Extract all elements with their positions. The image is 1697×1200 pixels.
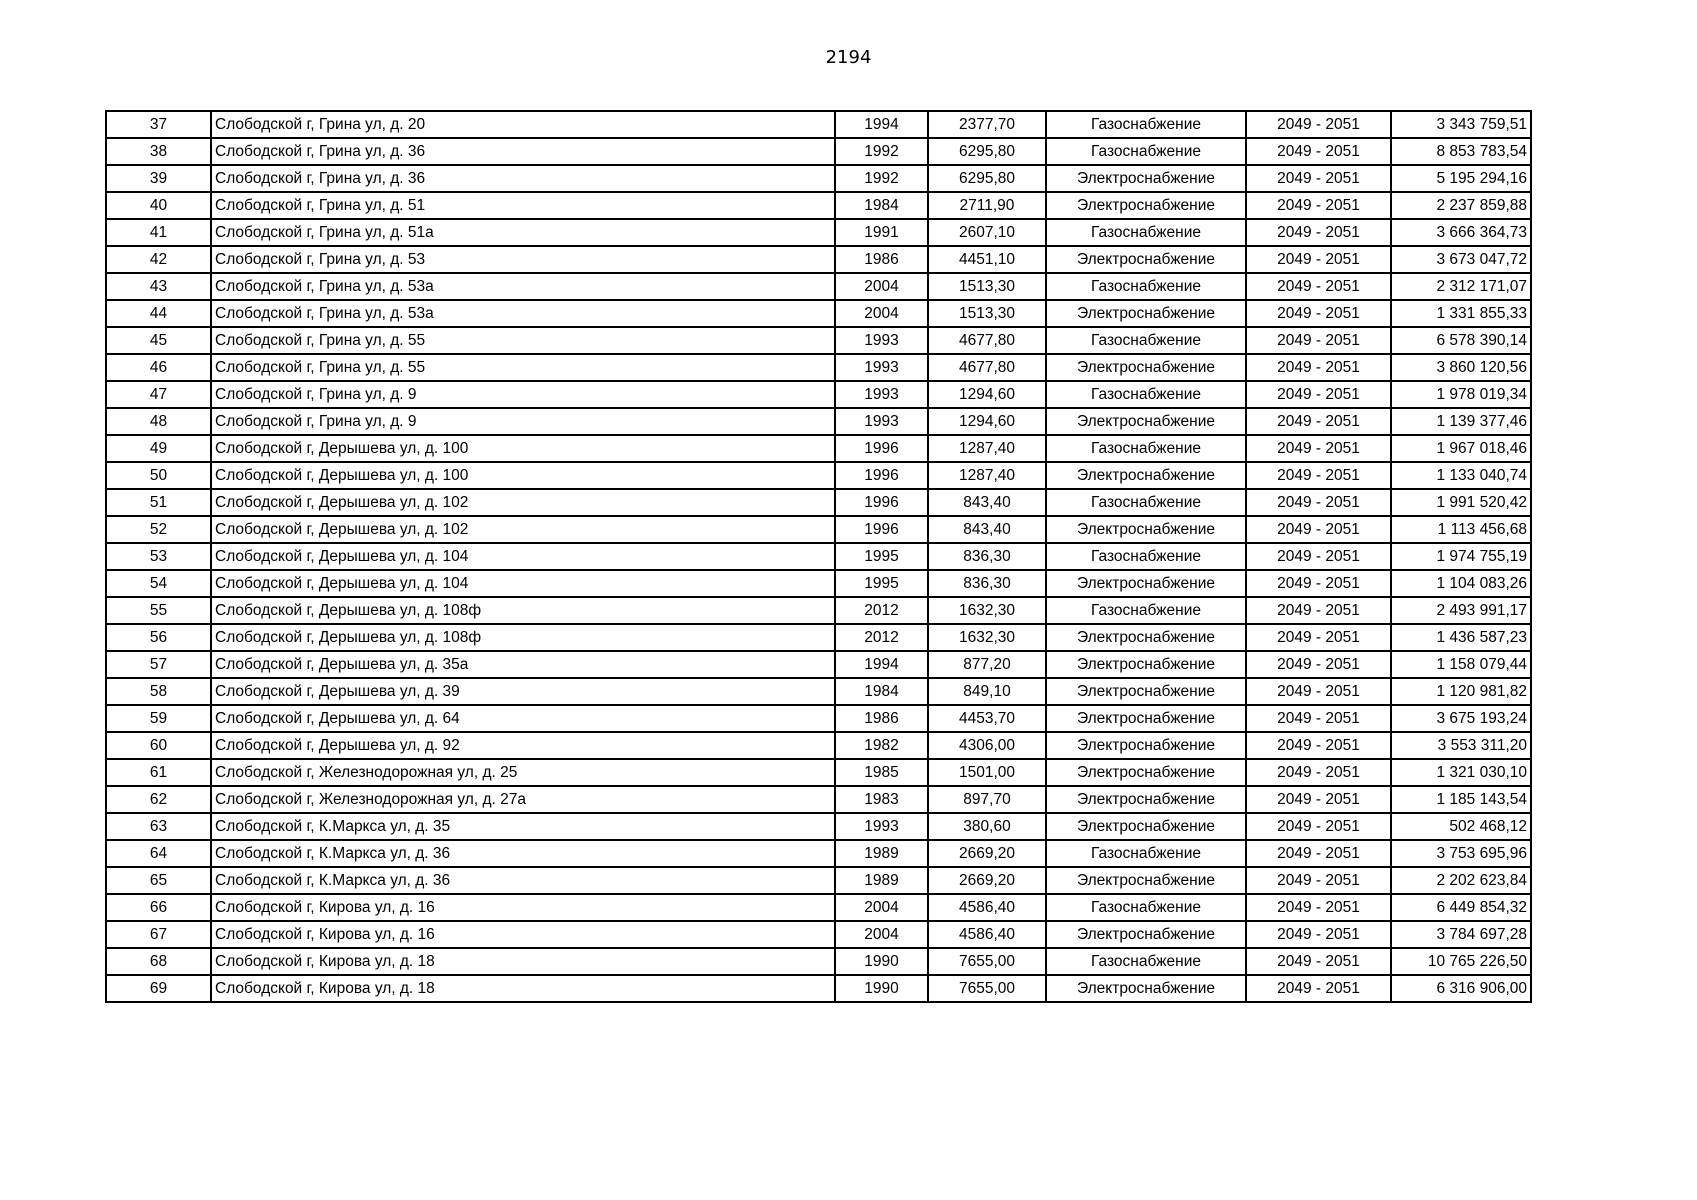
cost-cell: 3 673 047,72 bbox=[1391, 246, 1531, 273]
service-type-cell: Электроснабжение bbox=[1046, 678, 1246, 705]
address-cell: Слободской г, Грина ул, д. 36 bbox=[211, 138, 835, 165]
row-number: 43 bbox=[106, 273, 211, 300]
service-type-cell: Электроснабжение bbox=[1046, 921, 1246, 948]
service-type-cell: Газоснабжение bbox=[1046, 597, 1246, 624]
period-cell: 2049 - 2051 bbox=[1246, 597, 1391, 624]
build-year-cell: 1989 bbox=[835, 867, 928, 894]
table-row bbox=[106, 273, 1531, 300]
period-cell: 2049 - 2051 bbox=[1246, 786, 1391, 813]
period-cell: 2049 - 2051 bbox=[1246, 300, 1391, 327]
area-cell: 4586,40 bbox=[928, 921, 1046, 948]
area-cell: 7655,00 bbox=[928, 975, 1046, 1002]
cost-cell: 1 104 083,26 bbox=[1391, 570, 1531, 597]
build-year-cell: 1996 bbox=[835, 435, 928, 462]
row-number: 51 bbox=[106, 489, 211, 516]
table-row bbox=[106, 543, 1531, 570]
cost-cell: 1 113 456,68 bbox=[1391, 516, 1531, 543]
address-cell: Слободской г, Дерышева ул, д. 100 bbox=[211, 462, 835, 489]
period-cell: 2049 - 2051 bbox=[1246, 624, 1391, 651]
row-number: 62 bbox=[106, 786, 211, 813]
table-row bbox=[106, 327, 1531, 354]
cost-cell: 6 449 854,32 bbox=[1391, 894, 1531, 921]
row-number: 56 bbox=[106, 624, 211, 651]
row-number: 40 bbox=[106, 192, 211, 219]
row-number: 44 bbox=[106, 300, 211, 327]
build-year-cell: 1994 bbox=[835, 111, 928, 138]
address-cell: Слободской г, Дерышева ул, д. 64 bbox=[211, 705, 835, 732]
address-cell: Слободской г, Железнодорожная ул, д. 27а bbox=[211, 786, 835, 813]
period-cell: 2049 - 2051 bbox=[1246, 435, 1391, 462]
table-row bbox=[106, 246, 1531, 273]
area-cell: 4453,70 bbox=[928, 705, 1046, 732]
table-row bbox=[106, 489, 1531, 516]
service-type-cell: Электроснабжение bbox=[1046, 300, 1246, 327]
service-type-cell: Газоснабжение bbox=[1046, 327, 1246, 354]
period-cell: 2049 - 2051 bbox=[1246, 813, 1391, 840]
period-cell: 2049 - 2051 bbox=[1246, 732, 1391, 759]
address-cell: Слободской г, Дерышева ул, д. 104 bbox=[211, 543, 835, 570]
service-type-cell: Газоснабжение bbox=[1046, 219, 1246, 246]
area-cell: 1287,40 bbox=[928, 435, 1046, 462]
service-type-cell: Газоснабжение bbox=[1046, 489, 1246, 516]
build-year-cell: 2004 bbox=[835, 300, 928, 327]
cost-cell: 8 853 783,54 bbox=[1391, 138, 1531, 165]
build-year-cell: 2004 bbox=[835, 921, 928, 948]
table-row bbox=[106, 867, 1531, 894]
build-year-cell: 2004 bbox=[835, 894, 928, 921]
row-number: 58 bbox=[106, 678, 211, 705]
area-cell: 7655,00 bbox=[928, 948, 1046, 975]
table-row bbox=[106, 570, 1531, 597]
cost-cell: 2 237 859,88 bbox=[1391, 192, 1531, 219]
service-type-cell: Электроснабжение bbox=[1046, 651, 1246, 678]
service-type-cell: Электроснабжение bbox=[1046, 462, 1246, 489]
build-year-cell: 1993 bbox=[835, 354, 928, 381]
area-cell: 1501,00 bbox=[928, 759, 1046, 786]
row-number: 59 bbox=[106, 705, 211, 732]
row-number: 65 bbox=[106, 867, 211, 894]
area-cell: 849,10 bbox=[928, 678, 1046, 705]
area-cell: 4451,10 bbox=[928, 246, 1046, 273]
address-cell: Слободской г, Дерышева ул, д. 104 bbox=[211, 570, 835, 597]
build-year-cell: 1991 bbox=[835, 219, 928, 246]
service-type-cell: Газоснабжение bbox=[1046, 111, 1246, 138]
table-row bbox=[106, 759, 1531, 786]
address-cell: Слободской г, Кирова ул, д. 18 bbox=[211, 948, 835, 975]
row-number: 45 bbox=[106, 327, 211, 354]
period-cell: 2049 - 2051 bbox=[1246, 840, 1391, 867]
address-cell: Слободской г, Грина ул, д. 9 bbox=[211, 381, 835, 408]
cost-cell: 1 321 030,10 bbox=[1391, 759, 1531, 786]
address-cell: Слободской г, Грина ул, д. 53а bbox=[211, 273, 835, 300]
cost-cell: 3 666 364,73 bbox=[1391, 219, 1531, 246]
service-type-cell: Газоснабжение bbox=[1046, 435, 1246, 462]
cost-cell: 3 753 695,96 bbox=[1391, 840, 1531, 867]
build-year-cell: 1990 bbox=[835, 975, 928, 1002]
period-cell: 2049 - 2051 bbox=[1246, 327, 1391, 354]
table-row bbox=[106, 408, 1531, 435]
address-cell: Слободской г, Грина ул, д. 9 bbox=[211, 408, 835, 435]
period-cell: 2049 - 2051 bbox=[1246, 921, 1391, 948]
table-row bbox=[106, 705, 1531, 732]
table-row bbox=[106, 219, 1531, 246]
build-year-cell: 1993 bbox=[835, 408, 928, 435]
service-type-cell: Электроснабжение bbox=[1046, 705, 1246, 732]
service-type-cell: Электроснабжение bbox=[1046, 516, 1246, 543]
table-row bbox=[106, 651, 1531, 678]
cost-cell: 3 784 697,28 bbox=[1391, 921, 1531, 948]
table-row bbox=[106, 732, 1531, 759]
cost-cell: 1 158 079,44 bbox=[1391, 651, 1531, 678]
period-cell: 2049 - 2051 bbox=[1246, 165, 1391, 192]
area-cell: 877,20 bbox=[928, 651, 1046, 678]
table-row bbox=[106, 354, 1531, 381]
build-year-cell: 1990 bbox=[835, 948, 928, 975]
address-cell: Слободской г, Грина ул, д. 36 bbox=[211, 165, 835, 192]
period-cell: 2049 - 2051 bbox=[1246, 543, 1391, 570]
build-year-cell: 1984 bbox=[835, 192, 928, 219]
cost-cell: 1 331 855,33 bbox=[1391, 300, 1531, 327]
row-number: 67 bbox=[106, 921, 211, 948]
address-cell: Слободской г, К.Маркса ул, д. 36 bbox=[211, 840, 835, 867]
address-cell: Слободской г, Грина ул, д. 55 bbox=[211, 354, 835, 381]
table-row bbox=[106, 192, 1531, 219]
build-year-cell: 1995 bbox=[835, 570, 928, 597]
area-cell: 1294,60 bbox=[928, 408, 1046, 435]
row-number: 38 bbox=[106, 138, 211, 165]
cost-cell: 1 120 981,82 bbox=[1391, 678, 1531, 705]
service-type-cell: Электроснабжение bbox=[1046, 732, 1246, 759]
area-cell: 1513,30 bbox=[928, 300, 1046, 327]
area-cell: 6295,80 bbox=[928, 138, 1046, 165]
cost-cell: 2 493 991,17 bbox=[1391, 597, 1531, 624]
address-cell: Слободской г, Дерышева ул, д. 108ф bbox=[211, 624, 835, 651]
service-type-cell: Электроснабжение bbox=[1046, 408, 1246, 435]
area-cell: 2607,10 bbox=[928, 219, 1046, 246]
service-type-cell: Электроснабжение bbox=[1046, 165, 1246, 192]
period-cell: 2049 - 2051 bbox=[1246, 948, 1391, 975]
register-table-body bbox=[106, 111, 1531, 1002]
service-type-cell: Газоснабжение bbox=[1046, 138, 1246, 165]
area-cell: 4677,80 bbox=[928, 354, 1046, 381]
area-cell: 4306,00 bbox=[928, 732, 1046, 759]
service-type-cell: Газоснабжение bbox=[1046, 273, 1246, 300]
area-cell: 4677,80 bbox=[928, 327, 1046, 354]
row-number: 63 bbox=[106, 813, 211, 840]
address-cell: Слободской г, Кирова ул, д. 16 bbox=[211, 921, 835, 948]
cost-cell: 1 974 755,19 bbox=[1391, 543, 1531, 570]
area-cell: 2669,20 bbox=[928, 840, 1046, 867]
period-cell: 2049 - 2051 bbox=[1246, 759, 1391, 786]
address-cell: Слободской г, Дерышева ул, д. 35а bbox=[211, 651, 835, 678]
area-cell: 836,30 bbox=[928, 570, 1046, 597]
address-cell: Слободской г, Грина ул, д. 55 bbox=[211, 327, 835, 354]
row-number: 41 bbox=[106, 219, 211, 246]
row-number: 52 bbox=[106, 516, 211, 543]
area-cell: 1632,30 bbox=[928, 624, 1046, 651]
build-year-cell: 2004 bbox=[835, 273, 928, 300]
address-cell: Слободской г, Дерышева ул, д. 39 bbox=[211, 678, 835, 705]
row-number: 57 bbox=[106, 651, 211, 678]
area-cell: 1513,30 bbox=[928, 273, 1046, 300]
table-row bbox=[106, 138, 1531, 165]
period-cell: 2049 - 2051 bbox=[1246, 867, 1391, 894]
service-type-cell: Газоснабжение bbox=[1046, 381, 1246, 408]
build-year-cell: 1996 bbox=[835, 516, 928, 543]
address-cell: Слободской г, К.Маркса ул, д. 35 bbox=[211, 813, 835, 840]
build-year-cell: 1986 bbox=[835, 246, 928, 273]
cost-cell: 3 675 193,24 bbox=[1391, 705, 1531, 732]
service-type-cell: Электроснабжение bbox=[1046, 813, 1246, 840]
address-cell: Слободской г, Грина ул, д. 20 bbox=[211, 111, 835, 138]
table-row bbox=[106, 894, 1531, 921]
address-cell: Слободской г, Дерышева ул, д. 102 bbox=[211, 516, 835, 543]
build-year-cell: 1996 bbox=[835, 462, 928, 489]
service-type-cell: Газоснабжение bbox=[1046, 948, 1246, 975]
register-table bbox=[105, 110, 1532, 1003]
period-cell: 2049 - 2051 bbox=[1246, 570, 1391, 597]
service-type-cell: Электроснабжение bbox=[1046, 246, 1246, 273]
build-year-cell: 1983 bbox=[835, 786, 928, 813]
address-cell: Слободской г, Кирова ул, д. 18 bbox=[211, 975, 835, 1002]
period-cell: 2049 - 2051 bbox=[1246, 678, 1391, 705]
area-cell: 2377,70 bbox=[928, 111, 1046, 138]
build-year-cell: 1992 bbox=[835, 165, 928, 192]
row-number: 42 bbox=[106, 246, 211, 273]
period-cell: 2049 - 2051 bbox=[1246, 219, 1391, 246]
address-cell: Слободской г, Грина ул, д. 51 bbox=[211, 192, 835, 219]
build-year-cell: 1994 bbox=[835, 651, 928, 678]
row-number: 60 bbox=[106, 732, 211, 759]
row-number: 64 bbox=[106, 840, 211, 867]
row-number: 54 bbox=[106, 570, 211, 597]
row-number: 69 bbox=[106, 975, 211, 1002]
table-row bbox=[106, 165, 1531, 192]
build-year-cell: 1984 bbox=[835, 678, 928, 705]
cost-cell: 2 202 623,84 bbox=[1391, 867, 1531, 894]
area-cell: 836,30 bbox=[928, 543, 1046, 570]
area-cell: 2669,20 bbox=[928, 867, 1046, 894]
build-year-cell: 1985 bbox=[835, 759, 928, 786]
service-type-cell: Газоснабжение bbox=[1046, 894, 1246, 921]
service-type-cell: Электроснабжение bbox=[1046, 786, 1246, 813]
page-number: 2194 bbox=[825, 47, 872, 68]
build-year-cell: 1993 bbox=[835, 381, 928, 408]
cost-cell: 1 133 040,74 bbox=[1391, 462, 1531, 489]
row-number: 47 bbox=[106, 381, 211, 408]
table-row bbox=[106, 624, 1531, 651]
table-row bbox=[106, 381, 1531, 408]
build-year-cell: 1989 bbox=[835, 840, 928, 867]
cost-cell: 1 967 018,46 bbox=[1391, 435, 1531, 462]
area-cell: 1294,60 bbox=[928, 381, 1046, 408]
table-row bbox=[106, 111, 1531, 138]
period-cell: 2049 - 2051 bbox=[1246, 516, 1391, 543]
build-year-cell: 1992 bbox=[835, 138, 928, 165]
row-number: 49 bbox=[106, 435, 211, 462]
address-cell: Слободской г, Кирова ул, д. 16 bbox=[211, 894, 835, 921]
period-cell: 2049 - 2051 bbox=[1246, 651, 1391, 678]
cost-cell: 2 312 171,07 bbox=[1391, 273, 1531, 300]
table-row bbox=[106, 597, 1531, 624]
cost-cell: 502 468,12 bbox=[1391, 813, 1531, 840]
period-cell: 2049 - 2051 bbox=[1246, 489, 1391, 516]
address-cell: Слободской г, Дерышева ул, д. 102 bbox=[211, 489, 835, 516]
row-number: 46 bbox=[106, 354, 211, 381]
build-year-cell: 1986 bbox=[835, 705, 928, 732]
address-cell: Слободской г, Дерышева ул, д. 108ф bbox=[211, 597, 835, 624]
area-cell: 380,60 bbox=[928, 813, 1046, 840]
table-row bbox=[106, 813, 1531, 840]
period-cell: 2049 - 2051 bbox=[1246, 111, 1391, 138]
row-number: 37 bbox=[106, 111, 211, 138]
cost-cell: 1 991 520,42 bbox=[1391, 489, 1531, 516]
row-number: 50 bbox=[106, 462, 211, 489]
row-number: 66 bbox=[106, 894, 211, 921]
build-year-cell: 2012 bbox=[835, 597, 928, 624]
cost-cell: 1 436 587,23 bbox=[1391, 624, 1531, 651]
row-number: 39 bbox=[106, 165, 211, 192]
table-row bbox=[106, 678, 1531, 705]
period-cell: 2049 - 2051 bbox=[1246, 273, 1391, 300]
row-number: 48 bbox=[106, 408, 211, 435]
area-cell: 2711,90 bbox=[928, 192, 1046, 219]
cost-cell: 3 343 759,51 bbox=[1391, 111, 1531, 138]
address-cell: Слободской г, Дерышева ул, д. 100 bbox=[211, 435, 835, 462]
table-row bbox=[106, 462, 1531, 489]
service-type-cell: Электроснабжение bbox=[1046, 354, 1246, 381]
table-row bbox=[106, 921, 1531, 948]
build-year-cell: 1995 bbox=[835, 543, 928, 570]
build-year-cell: 2012 bbox=[835, 624, 928, 651]
address-cell: Слободской г, Грина ул, д. 51а bbox=[211, 219, 835, 246]
period-cell: 2049 - 2051 bbox=[1246, 138, 1391, 165]
period-cell: 2049 - 2051 bbox=[1246, 192, 1391, 219]
area-cell: 843,40 bbox=[928, 516, 1046, 543]
area-cell: 843,40 bbox=[928, 489, 1046, 516]
row-number: 53 bbox=[106, 543, 211, 570]
service-type-cell: Газоснабжение bbox=[1046, 543, 1246, 570]
service-type-cell: Электроснабжение bbox=[1046, 192, 1246, 219]
area-cell: 1287,40 bbox=[928, 462, 1046, 489]
build-year-cell: 1982 bbox=[835, 732, 928, 759]
build-year-cell: 1996 bbox=[835, 489, 928, 516]
table-row bbox=[106, 786, 1531, 813]
row-number: 61 bbox=[106, 759, 211, 786]
period-cell: 2049 - 2051 bbox=[1246, 381, 1391, 408]
cost-cell: 1 139 377,46 bbox=[1391, 408, 1531, 435]
address-cell: Слободской г, Грина ул, д. 53а bbox=[211, 300, 835, 327]
table-row bbox=[106, 300, 1531, 327]
service-type-cell: Электроснабжение bbox=[1046, 759, 1246, 786]
period-cell: 2049 - 2051 bbox=[1246, 462, 1391, 489]
period-cell: 2049 - 2051 bbox=[1246, 354, 1391, 381]
cost-cell: 3 860 120,56 bbox=[1391, 354, 1531, 381]
cost-cell: 1 978 019,34 bbox=[1391, 381, 1531, 408]
row-number: 55 bbox=[106, 597, 211, 624]
service-type-cell: Электроснабжение bbox=[1046, 867, 1246, 894]
area-cell: 6295,80 bbox=[928, 165, 1046, 192]
period-cell: 2049 - 2051 bbox=[1246, 408, 1391, 435]
cost-cell: 3 553 311,20 bbox=[1391, 732, 1531, 759]
table-row bbox=[106, 516, 1531, 543]
area-cell: 4586,40 bbox=[928, 894, 1046, 921]
period-cell: 2049 - 2051 bbox=[1246, 246, 1391, 273]
service-type-cell: Электроснабжение bbox=[1046, 975, 1246, 1002]
period-cell: 2049 - 2051 bbox=[1246, 705, 1391, 732]
row-number: 68 bbox=[106, 948, 211, 975]
area-cell: 1632,30 bbox=[928, 597, 1046, 624]
table-row bbox=[106, 435, 1531, 462]
table-row bbox=[106, 948, 1531, 975]
area-cell: 897,70 bbox=[928, 786, 1046, 813]
service-type-cell: Электроснабжение bbox=[1046, 624, 1246, 651]
build-year-cell: 1993 bbox=[835, 327, 928, 354]
cost-cell: 10 765 226,50 bbox=[1391, 948, 1531, 975]
cost-cell: 5 195 294,16 bbox=[1391, 165, 1531, 192]
address-cell: Слободской г, К.Маркса ул, д. 36 bbox=[211, 867, 835, 894]
cost-cell: 1 185 143,54 bbox=[1391, 786, 1531, 813]
cost-cell: 6 316 906,00 bbox=[1391, 975, 1531, 1002]
table-row bbox=[106, 840, 1531, 867]
build-year-cell: 1993 bbox=[835, 813, 928, 840]
table-row bbox=[106, 975, 1531, 1002]
service-type-cell: Электроснабжение bbox=[1046, 570, 1246, 597]
address-cell: Слободской г, Железнодорожная ул, д. 25 bbox=[211, 759, 835, 786]
period-cell: 2049 - 2051 bbox=[1246, 894, 1391, 921]
service-type-cell: Газоснабжение bbox=[1046, 840, 1246, 867]
address-cell: Слободской г, Дерышева ул, д. 92 bbox=[211, 732, 835, 759]
cost-cell: 6 578 390,14 bbox=[1391, 327, 1531, 354]
period-cell: 2049 - 2051 bbox=[1246, 975, 1391, 1002]
address-cell: Слободской г, Грина ул, д. 53 bbox=[211, 246, 835, 273]
